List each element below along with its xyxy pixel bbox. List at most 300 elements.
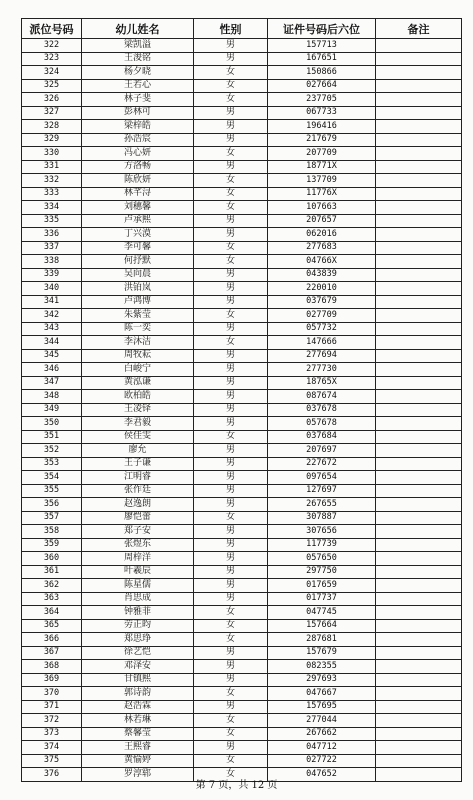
cell-child-name: 朱紫莹 [82, 309, 194, 323]
cell-gender: 男 [194, 484, 268, 498]
table-row [22, 66, 462, 80]
cell-gender: 男 [194, 700, 268, 714]
cell-remarks [376, 687, 462, 701]
cell-gender: 男 [194, 160, 268, 174]
cell-remarks [376, 565, 462, 579]
cell-remarks [376, 160, 462, 174]
cell-id-last-six: 057678 [268, 417, 376, 431]
cell-gender: 女 [194, 714, 268, 728]
cell-lottery-number: 372 [22, 714, 82, 728]
cell-lottery-number: 323 [22, 52, 82, 66]
cell-remarks [376, 106, 462, 120]
cell-remarks [376, 714, 462, 728]
cell-child-name: 周牧耘 [82, 349, 194, 363]
cell-gender: 女 [194, 336, 268, 350]
cell-id-last-six: 207697 [268, 444, 376, 458]
cell-gender: 女 [194, 174, 268, 188]
header-remarks: 备注 [376, 19, 462, 39]
cell-remarks [376, 187, 462, 201]
cell-child-name: 吴向晨 [82, 268, 194, 282]
cell-gender: 女 [194, 66, 268, 80]
cell-gender: 男 [194, 133, 268, 147]
cell-remarks [376, 201, 462, 215]
cell-lottery-number: 342 [22, 309, 82, 323]
cell-gender: 女 [194, 633, 268, 647]
cell-child-name: 陈星儒 [82, 579, 194, 593]
table-row [22, 592, 462, 606]
cell-id-last-six: 117739 [268, 538, 376, 552]
cell-remarks [376, 444, 462, 458]
cell-lottery-number: 355 [22, 484, 82, 498]
table-row [22, 336, 462, 350]
cell-lottery-number: 370 [22, 687, 82, 701]
table-row [22, 268, 462, 282]
cell-remarks [376, 754, 462, 768]
cell-lottery-number: 350 [22, 417, 82, 431]
cell-id-last-six: 127697 [268, 484, 376, 498]
table-row [22, 646, 462, 660]
table-row [22, 687, 462, 701]
table-row [22, 417, 462, 431]
cell-child-name: 王子谦 [82, 457, 194, 471]
table-row [22, 376, 462, 390]
cell-remarks [376, 228, 462, 242]
cell-id-last-six: 277044 [268, 714, 376, 728]
cell-child-name: 张作廷 [82, 484, 194, 498]
cell-gender: 男 [194, 538, 268, 552]
cell-lottery-number: 368 [22, 660, 82, 674]
cell-remarks [376, 471, 462, 485]
cell-lottery-number: 335 [22, 214, 82, 228]
cell-gender: 女 [194, 727, 268, 741]
cell-remarks [376, 133, 462, 147]
table-row [22, 363, 462, 377]
cell-id-last-six: 047712 [268, 741, 376, 755]
cell-lottery-number: 365 [22, 619, 82, 633]
cell-lottery-number: 367 [22, 646, 82, 660]
cell-remarks [376, 66, 462, 80]
cell-lottery-number: 324 [22, 66, 82, 80]
cell-remarks [376, 552, 462, 566]
cell-gender: 男 [194, 228, 268, 242]
cell-lottery-number: 340 [22, 282, 82, 296]
cell-gender: 男 [194, 444, 268, 458]
table-row [22, 174, 462, 188]
table-row [22, 673, 462, 687]
cell-child-name: 罗淳郓 [82, 768, 194, 782]
table-row [22, 538, 462, 552]
cell-lottery-number: 338 [22, 255, 82, 269]
table-row [22, 444, 462, 458]
cell-child-name: 黄愉婷 [82, 754, 194, 768]
table-row [22, 660, 462, 674]
cell-gender: 男 [194, 673, 268, 687]
table-row [22, 79, 462, 93]
cell-lottery-number: 341 [22, 295, 82, 309]
table-row [22, 187, 462, 201]
header-gender: 性别 [194, 19, 268, 39]
cell-remarks [376, 403, 462, 417]
table-row [22, 214, 462, 228]
cell-id-last-six: 037679 [268, 295, 376, 309]
cell-id-last-six: 287681 [268, 633, 376, 647]
cell-gender: 男 [194, 295, 268, 309]
cell-child-name: 叶羲辰 [82, 565, 194, 579]
cell-child-name: 郑子安 [82, 525, 194, 539]
cell-remarks [376, 619, 462, 633]
table-header-row [22, 19, 462, 39]
cell-remarks [376, 214, 462, 228]
cell-id-last-six: 087674 [268, 390, 376, 404]
cell-remarks [376, 39, 462, 53]
cell-remarks [376, 322, 462, 336]
cell-id-last-six: 18765X [268, 376, 376, 390]
cell-remarks [376, 741, 462, 755]
cell-gender: 女 [194, 147, 268, 161]
cell-child-name: 赵逸朗 [82, 498, 194, 512]
cell-lottery-number: 375 [22, 754, 82, 768]
table-row [22, 120, 462, 134]
table-row [22, 241, 462, 255]
table-row [22, 457, 462, 471]
cell-id-last-six: 047652 [268, 768, 376, 782]
table-row [22, 147, 462, 161]
cell-lottery-number: 325 [22, 79, 82, 93]
cell-lottery-number: 334 [22, 201, 82, 215]
cell-lottery-number: 336 [22, 228, 82, 242]
cell-id-last-six: 277683 [268, 241, 376, 255]
cell-child-name: 冯心妍 [82, 147, 194, 161]
cell-lottery-number: 345 [22, 349, 82, 363]
cell-child-name: 林芊浔 [82, 187, 194, 201]
cell-lottery-number: 353 [22, 457, 82, 471]
cell-lottery-number: 348 [22, 390, 82, 404]
cell-remarks [376, 700, 462, 714]
cell-child-name: 赵浩霖 [82, 700, 194, 714]
cell-gender: 男 [194, 363, 268, 377]
cell-lottery-number: 330 [22, 147, 82, 161]
table-row [22, 255, 462, 269]
cell-child-name: 甘镇熙 [82, 673, 194, 687]
cell-id-last-six: 196416 [268, 120, 376, 134]
cell-child-name: 王若心 [82, 79, 194, 93]
cell-gender: 男 [194, 282, 268, 296]
cell-lottery-number: 376 [22, 768, 82, 782]
cell-child-name: 劳正昀 [82, 619, 194, 633]
cell-gender: 男 [194, 741, 268, 755]
table-row [22, 606, 462, 620]
cell-id-last-six: 137709 [268, 174, 376, 188]
cell-id-last-six: 017659 [268, 579, 376, 593]
cell-lottery-number: 357 [22, 511, 82, 525]
cell-id-last-six: 057650 [268, 552, 376, 566]
cell-id-last-six: 297693 [268, 673, 376, 687]
cell-id-last-six: 027709 [268, 309, 376, 323]
header-child-name: 幼儿姓名 [82, 19, 194, 39]
cell-lottery-number: 363 [22, 592, 82, 606]
cell-child-name: 彭林可 [82, 106, 194, 120]
table-row [22, 471, 462, 485]
cell-lottery-number: 361 [22, 565, 82, 579]
cell-gender: 女 [194, 93, 268, 107]
cell-gender: 女 [194, 768, 268, 782]
cell-lottery-number: 354 [22, 471, 82, 485]
cell-child-name: 徐艺恺 [82, 646, 194, 660]
cell-child-name: 蔡馨莹 [82, 727, 194, 741]
cell-id-last-six: 217679 [268, 133, 376, 147]
cell-lottery-number: 371 [22, 700, 82, 714]
cell-remarks [376, 52, 462, 66]
cell-gender: 女 [194, 754, 268, 768]
cell-child-name: 邓泽安 [82, 660, 194, 674]
cell-remarks [376, 592, 462, 606]
cell-id-last-six: 047667 [268, 687, 376, 701]
cell-id-last-six: 157679 [268, 646, 376, 660]
cell-lottery-number: 366 [22, 633, 82, 647]
cell-remarks [376, 457, 462, 471]
cell-remarks [376, 336, 462, 350]
cell-id-last-six: 277730 [268, 363, 376, 377]
table-row [22, 430, 462, 444]
cell-child-name: 梁凯溢 [82, 39, 194, 53]
cell-child-name: 林若琳 [82, 714, 194, 728]
table-row [22, 714, 462, 728]
cell-gender: 男 [194, 120, 268, 134]
cell-lottery-number: 352 [22, 444, 82, 458]
cell-gender: 男 [194, 579, 268, 593]
cell-id-last-six: 307887 [268, 511, 376, 525]
cell-id-last-six: 227672 [268, 457, 376, 471]
cell-child-name: 白峻宁 [82, 363, 194, 377]
cell-id-last-six: 082355 [268, 660, 376, 674]
cell-id-last-six: 057732 [268, 322, 376, 336]
cell-gender: 男 [194, 646, 268, 660]
table-row [22, 309, 462, 323]
cell-lottery-number: 329 [22, 133, 82, 147]
cell-gender: 女 [194, 79, 268, 93]
cell-remarks [376, 241, 462, 255]
cell-id-last-six: 207709 [268, 147, 376, 161]
cell-id-last-six: 167651 [268, 52, 376, 66]
cell-gender: 女 [194, 430, 268, 444]
cell-gender: 女 [194, 687, 268, 701]
cell-lottery-number: 346 [22, 363, 82, 377]
cell-id-last-six: 150866 [268, 66, 376, 80]
cell-remarks [376, 79, 462, 93]
cell-lottery-number: 362 [22, 579, 82, 593]
cell-id-last-six: 157695 [268, 700, 376, 714]
cell-child-name: 钟雅菲 [82, 606, 194, 620]
cell-gender: 女 [194, 255, 268, 269]
cell-gender: 女 [194, 619, 268, 633]
cell-id-last-six: 062016 [268, 228, 376, 242]
cell-id-last-six: 267662 [268, 727, 376, 741]
cell-remarks [376, 376, 462, 390]
cell-child-name: 周梓洋 [82, 552, 194, 566]
cell-remarks [376, 430, 462, 444]
cell-gender: 女 [194, 606, 268, 620]
cell-gender: 男 [194, 390, 268, 404]
cell-child-name: 杨夕晓 [82, 66, 194, 80]
table-body [22, 39, 462, 782]
table-row [22, 282, 462, 296]
cell-child-name: 王熙睿 [82, 741, 194, 755]
cell-gender: 女 [194, 241, 268, 255]
header-lottery-number: 派位号码 [22, 19, 82, 39]
cell-remarks [376, 349, 462, 363]
cell-child-name: 刘穗馨 [82, 201, 194, 215]
cell-remarks [376, 309, 462, 323]
cell-child-name: 丁兴漠 [82, 228, 194, 242]
cell-remarks [376, 484, 462, 498]
cell-id-last-six: 027722 [268, 754, 376, 768]
cell-lottery-number: 364 [22, 606, 82, 620]
cell-remarks [376, 255, 462, 269]
enrollment-table [21, 18, 462, 782]
table-row [22, 228, 462, 242]
cell-child-name: 李君毅 [82, 417, 194, 431]
cell-child-name: 李沐洁 [82, 336, 194, 350]
cell-remarks [376, 606, 462, 620]
cell-remarks [376, 120, 462, 134]
cell-gender: 女 [194, 201, 268, 215]
cell-lottery-number: 333 [22, 187, 82, 201]
cell-child-name: 陈一奕 [82, 322, 194, 336]
cell-gender: 男 [194, 106, 268, 120]
cell-remarks [376, 282, 462, 296]
cell-id-last-six: 237705 [268, 93, 376, 107]
table-row [22, 619, 462, 633]
table-row [22, 403, 462, 417]
cell-lottery-number: 328 [22, 120, 82, 134]
cell-child-name: 侯佳雯 [82, 430, 194, 444]
cell-remarks [376, 646, 462, 660]
cell-remarks [376, 363, 462, 377]
cell-id-last-six: 157713 [268, 39, 376, 53]
cell-remarks [376, 93, 462, 107]
table-row [22, 579, 462, 593]
cell-child-name: 孙浩宸 [82, 133, 194, 147]
cell-gender: 女 [194, 309, 268, 323]
cell-gender: 男 [194, 525, 268, 539]
cell-remarks [376, 579, 462, 593]
cell-child-name: 王凌铎 [82, 403, 194, 417]
cell-remarks [376, 295, 462, 309]
cell-remarks [376, 390, 462, 404]
cell-child-name: 黄泓谦 [82, 376, 194, 390]
cell-lottery-number: 359 [22, 538, 82, 552]
cell-id-last-six: 067733 [268, 106, 376, 120]
table-row [22, 201, 462, 215]
cell-id-last-six: 107663 [268, 201, 376, 215]
table-row [22, 106, 462, 120]
cell-lottery-number: 356 [22, 498, 82, 512]
table-row [22, 754, 462, 768]
cell-gender: 男 [194, 403, 268, 417]
cell-gender: 男 [194, 457, 268, 471]
table-row [22, 349, 462, 363]
cell-gender: 男 [194, 660, 268, 674]
cell-lottery-number: 351 [22, 430, 82, 444]
table-row [22, 552, 462, 566]
cell-id-last-six: 267655 [268, 498, 376, 512]
cell-child-name: 梁梓皓 [82, 120, 194, 134]
cell-id-last-six: 04766X [268, 255, 376, 269]
cell-child-name: 林子斐 [82, 93, 194, 107]
cell-lottery-number: 360 [22, 552, 82, 566]
table-row [22, 565, 462, 579]
cell-remarks [376, 525, 462, 539]
cell-child-name: 郑思琤 [82, 633, 194, 647]
cell-id-last-six: 220010 [268, 282, 376, 296]
table-row [22, 700, 462, 714]
cell-id-last-six: 307656 [268, 525, 376, 539]
cell-gender: 男 [194, 592, 268, 606]
table-row [22, 160, 462, 174]
cell-remarks [376, 174, 462, 188]
cell-lottery-number: 369 [22, 673, 82, 687]
cell-gender: 男 [194, 376, 268, 390]
cell-child-name: 郭诗韵 [82, 687, 194, 701]
table-row [22, 727, 462, 741]
cell-lottery-number: 326 [22, 93, 82, 107]
cell-remarks [376, 660, 462, 674]
cell-child-name: 廖允 [82, 444, 194, 458]
cell-child-name: 肖思成 [82, 592, 194, 606]
cell-lottery-number: 347 [22, 376, 82, 390]
cell-gender: 男 [194, 52, 268, 66]
cell-id-last-six: 097654 [268, 471, 376, 485]
table-row [22, 133, 462, 147]
cell-remarks [376, 268, 462, 282]
cell-remarks [376, 673, 462, 687]
cell-remarks [376, 538, 462, 552]
cell-id-last-six: 297750 [268, 565, 376, 579]
cell-id-last-six: 18771X [268, 160, 376, 174]
cell-id-last-six: 037678 [268, 403, 376, 417]
cell-lottery-number: 322 [22, 39, 82, 53]
table-row [22, 741, 462, 755]
table-row [22, 322, 462, 336]
cell-lottery-number: 373 [22, 727, 82, 741]
cell-lottery-number: 344 [22, 336, 82, 350]
cell-lottery-number: 337 [22, 241, 82, 255]
cell-gender: 男 [194, 349, 268, 363]
cell-child-name: 卢鸿博 [82, 295, 194, 309]
cell-gender: 男 [194, 471, 268, 485]
cell-gender: 男 [194, 268, 268, 282]
cell-child-name: 陈欣妍 [82, 174, 194, 188]
cell-gender: 男 [194, 552, 268, 566]
cell-child-name: 方洛畅 [82, 160, 194, 174]
cell-gender: 男 [194, 565, 268, 579]
cell-lottery-number: 327 [22, 106, 82, 120]
cell-child-name: 江明睿 [82, 471, 194, 485]
cell-gender: 男 [194, 498, 268, 512]
cell-child-name: 王浚铭 [82, 52, 194, 66]
cell-lottery-number: 349 [22, 403, 82, 417]
table-row [22, 525, 462, 539]
cell-id-last-six: 017737 [268, 592, 376, 606]
cell-remarks [376, 147, 462, 161]
cell-gender: 女 [194, 511, 268, 525]
table-row [22, 390, 462, 404]
cell-lottery-number: 374 [22, 741, 82, 755]
table-row [22, 295, 462, 309]
cell-id-last-six: 047745 [268, 606, 376, 620]
cell-lottery-number: 358 [22, 525, 82, 539]
cell-id-last-six: 207657 [268, 214, 376, 228]
